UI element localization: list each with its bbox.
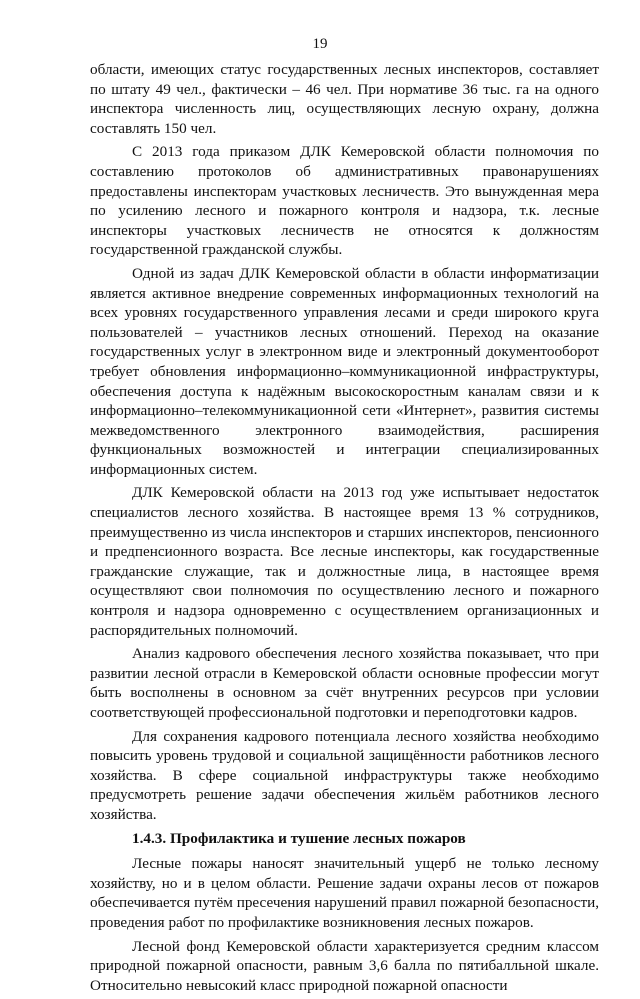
paragraph: Анализ кадрового обеспечения лесного хозяйства показывает, что при развитии лесной отрасли в Кемеровской области основные профессии могут быть восполнены в основном за счёт внутренних ресурсов при условии соответствующей профессиональной подготовки и переподготовки кадров. [90, 645, 599, 721]
paragraph: Лесные пожары наносят значительный ущерб не только лесному хозяйству, но и в целом области. Решение задачи охраны лесов от пожаров обеспечивается путём пресечения нарушений правил пожарной безопасности, проведения работ по профилактике возникновения лесных пожаров. [90, 855, 599, 931]
document-body [90, 60, 599, 999]
page-number: 19 [312, 36, 328, 52]
paragraph: С 2013 года приказом ДЛК Кемеровской области полномочия по составлению протоколов об административных правонарушениях предоставлены инспекторам участковых лесничеств. Это вынужденная мера по усилению лесного и пожарного контроля и надзора, т.к. лесные инспекторы участковых лесничеств не относятся к должностям государственной гражданской службы. [90, 143, 599, 259]
paragraph: ДЛК Кемеровской области на 2013 год уже испытывает недостаток специалистов лесного хозяйства. В настоящее время 13 % сотрудников, преимущественно из числа инспекторов и старших инспекторов, пенсионного и предпенсионного возраста. Все лесные инспекторы, как государственные гражданские служащие, так и должностные лица, в настоящее время осуществляют свои полномочия по осуществлению лесного и пожарного контроля и надзора одновременно с осуществлением организационных и распорядительных полномочий. [90, 484, 599, 639]
paragraph: Для сохранения кадрового потенциала лесного хозяйства необходимо повысить уровень трудовой и социальной защищённости работников лесного хозяйства. В сфере социальной инфраструктуры также необходимо предусмотреть решение задачи обеспечения жильём работников лесного хозяйства. [90, 727, 599, 823]
paragraph: Лесной фонд Кемеровской области характеризуется средним классом природной пожарной опасности, равным 3,6 балла по пятибалльной шкале. Относительно невысокий класс природной пожарной опасности [90, 937, 599, 994]
paragraph: области, имеющих статус государственных лесных инспекторов, составляет по штату 49 чел., фактически – 46 чел. При нормативе 36 тыс. га на одного инспектора численность лиц, осуществляющих лесную охрану, должна составлять 150 чел. [90, 61, 599, 137]
paragraph: Одной из задач ДЛК Кемеровской области в области информатизации является активное внедрение современных информационных технологий на всех уровнях государственного управления лесами и среди широкого круга пользователей – участников лесных отношений. Переход на оказание государственных услуг в электронном виде и электронный документооборот требует обновления информационно–коммуникационной инфраструктуры, обеспечения доступа к надёжным высокоскоростным каналам связи и к информационно–телекоммуникационной сети «Интернет», развития системы межведомственного электронного взаимодействия, расширения функциональных возможностей и интеграции специализированных информационных систем. [90, 264, 599, 478]
section-heading: 1.4.3. Профилактика и тушение лесных пожаров [132, 829, 466, 847]
